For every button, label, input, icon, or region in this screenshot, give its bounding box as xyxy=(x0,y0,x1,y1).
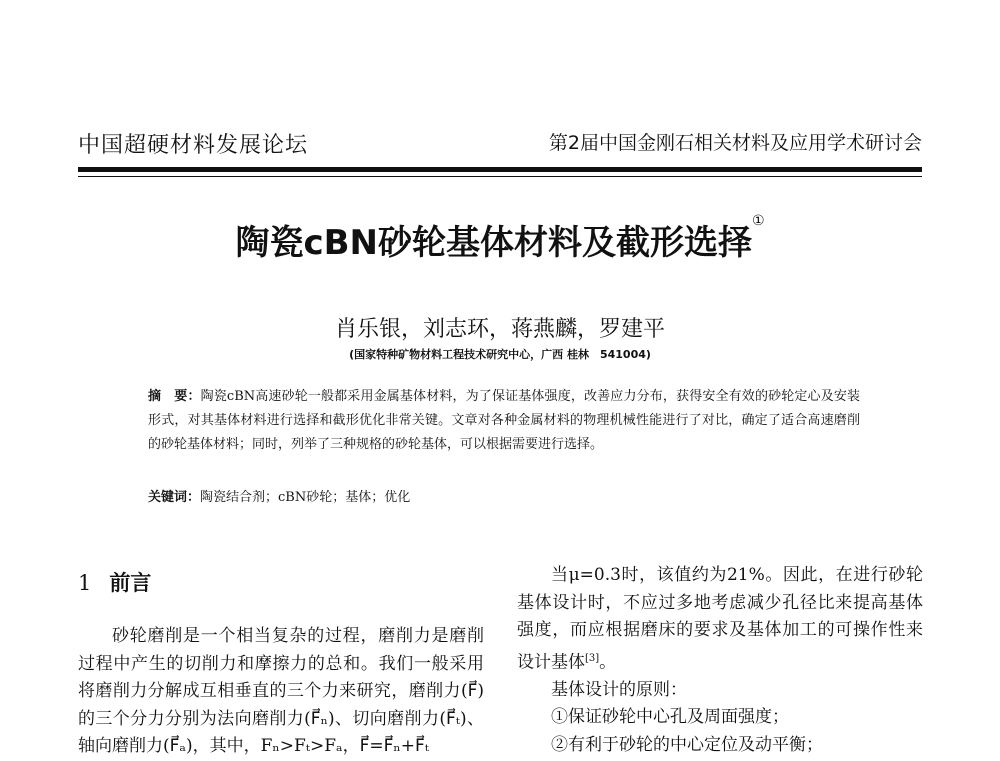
header-rule-thick xyxy=(78,167,922,172)
section-number: 1 xyxy=(78,571,92,595)
principles-heading: 基体设计的原则： xyxy=(551,679,687,700)
header-rule-thin xyxy=(78,176,922,177)
right-column xyxy=(517,562,923,759)
left-column xyxy=(78,623,484,761)
abstract xyxy=(148,385,860,457)
forum-header: 中国超硬材料发展论坛 xyxy=(78,133,309,158)
section-heading xyxy=(78,567,151,597)
sentence-end: 。 xyxy=(599,652,617,673)
keywords-label: 关键词： xyxy=(148,490,201,505)
body-paragraph-continued xyxy=(517,562,923,677)
principle-item-1: ①保证砂轮中心孔及周面强度； xyxy=(551,707,789,728)
body-paragraph: 砂轮磨削是一个相当复杂的过程，磨削力是磨削过程中产生的切削力和摩擦力的总和。我们一般采用将磨削力分解成互相垂直的三个力来研究，磨削力(F⃗)的三个分力分别为法向磨削力(F⃗ₙ)、切向磨削力(F⃗ₜ)、轴向磨削力(F⃗ₐ)，其中，Fₙ>Fₜ>Fₐ，F⃗=F⃗ₙ+F⃗ₜ xyxy=(78,626,484,756)
keywords-text: 陶瓷结合剂；cBN砂轮；基体；优化 xyxy=(200,490,411,505)
citation-ref: [3] xyxy=(585,652,600,664)
abstract-label: 摘 要： xyxy=(148,389,201,404)
author-list: 肖乐银，刘志环，蒋燕麟，罗建平 xyxy=(334,317,665,342)
keywords xyxy=(148,486,860,510)
paper-title xyxy=(0,215,1000,264)
continued-text: 当μ=0.3时，该值约为21%。因此，在进行砂轮基体设计时，不应过多地考虑减少孔径比来提高基体强度，而应根据磨床的要求及基体加工的可操作性来设计基体 xyxy=(517,565,923,673)
affiliation: (国家特种矿物材料工程技术研究中心，广西 桂林 541004) xyxy=(349,348,651,361)
section-title: 前言 xyxy=(109,571,152,595)
paper-title-text: 陶瓷cBN砂轮基体材料及截形选择 xyxy=(235,223,752,263)
abstract-text: 陶瓷cBN高速砂轮一般都采用金属基体材料，为了保证基体强度，改善应力分布，获得安全有效的砂轮定心及安装形式，对其基体材料进行选择和截形优化非常关键。文章对各种金属材料的物理机械性能进行了对比，确定了适合高速磨削的砂轮基体材料；同时，列举了三种规格的砂轮基体，可以根据需要进行选择。 xyxy=(148,389,860,452)
principle-item-2: ②有利于砂轮的中心定位及动平衡； xyxy=(551,734,823,755)
conference-header: 第2届中国金刚石相关材料及应用学术研讨会 xyxy=(548,132,922,154)
title-footnote-mark: ① xyxy=(751,213,765,229)
